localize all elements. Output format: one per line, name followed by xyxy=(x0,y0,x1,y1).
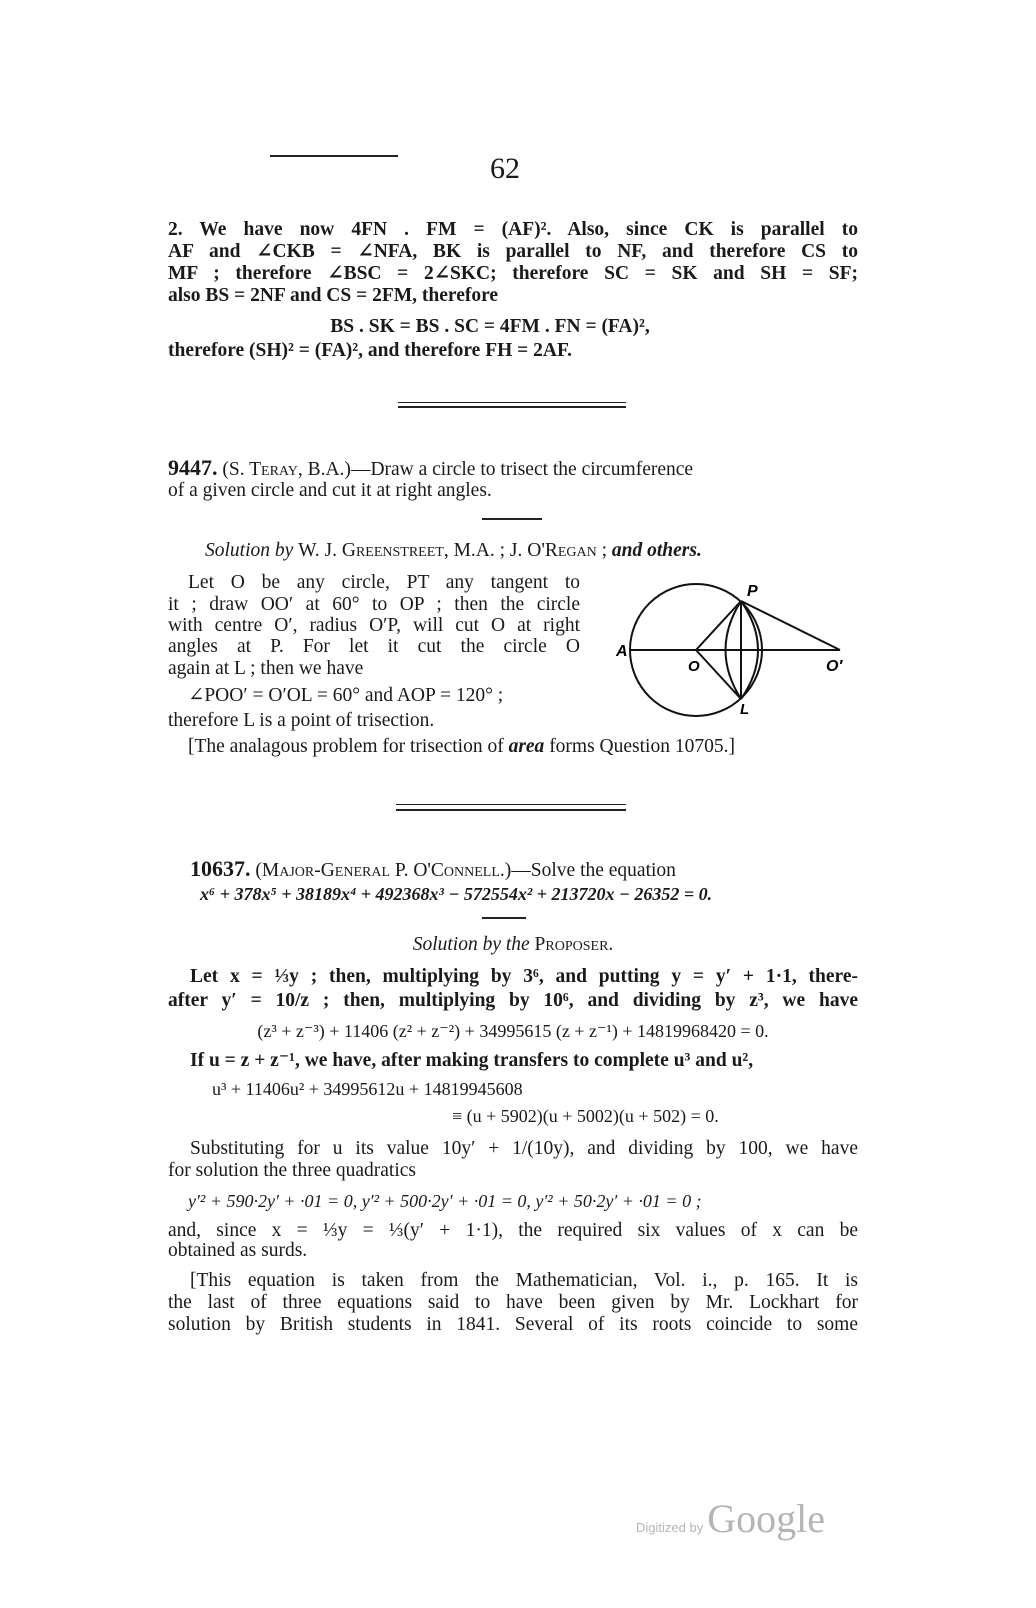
text-line: after y′ = 10/z ; then, multiplying by 10⁶, and dividing by z³, we have xyxy=(168,990,858,1011)
solution-prefix: Solution by xyxy=(205,540,294,561)
text-line: AF and ∠CKB = ∠NFA, BK is parallel to NF, and therefore CS to xyxy=(168,241,858,262)
editor-note-line: solution by British students in 1841. Several of its roots coincide to some xyxy=(168,1314,858,1335)
text-line: also BS = 2NF and CS = 2FM, therefore xyxy=(168,285,499,306)
text-line: MF ; therefore ∠BSC = 2∠SKC; therefore SC = SK and SH = SF; xyxy=(168,263,858,284)
question-equation: x⁶ + 378x⁵ + 38189x⁴ + 492368x³ − 572554x² + 213720x − 26352 = 0. xyxy=(200,884,713,904)
question-number: 10637. xyxy=(190,856,251,881)
question-author: (Major-General P. O'Connell.) xyxy=(255,860,512,881)
question-text-line: of a given circle and cut it at right angles. xyxy=(168,480,492,501)
text-line: again at L ; then we have xyxy=(168,658,364,679)
short-rule xyxy=(482,518,542,520)
short-rule xyxy=(482,917,526,919)
solution-credit xyxy=(205,540,895,562)
note-italic: area xyxy=(508,736,545,757)
display-equation: y′² + 590·2y′ + ·01 = 0, y′² + 500·2y′ + ·01 = 0, y′² + 50·2y′ + ·01 = 0 ; xyxy=(188,1191,702,1211)
text-line: it ; draw OO′ at 60° to OP ; then the circle xyxy=(168,594,580,615)
text-line: Let x = ⅓y ; then, multiplying by 3⁶, and putting y = y′ + 1·1, there- xyxy=(190,966,858,987)
text-line: 2. We have now 4FN . FM = (AF)². Also, since CK is parallel to xyxy=(168,219,858,240)
label-o-prime: O′ xyxy=(826,658,843,675)
question-header xyxy=(190,858,880,882)
text-line: angles at P. For let it cut the circle O xyxy=(168,636,580,657)
solution-suffix: and others. xyxy=(611,540,702,561)
text-line: and, since x = ⅓y = ⅓(y′ + 1·1), the required six values of x can be xyxy=(168,1220,858,1241)
page-number: 62 xyxy=(490,152,520,185)
text-line: obtained as surds. xyxy=(168,1240,308,1261)
display-equation: u³ + 11406u² + 34995612u + 14819945608 xyxy=(212,1079,523,1099)
label-l: L xyxy=(740,701,750,718)
text-line: If u = z + z⁻¹, we have, after making transfers to complete u³ and u², xyxy=(190,1050,754,1071)
solvers: W. J. Greenstreet, M.A. ; J. O'Regan ; xyxy=(298,540,608,561)
question-text: —Solve the equation xyxy=(511,860,676,881)
text-line: Substituting for u its value 10y′ + 1/(10y), and dividing by 100, we have xyxy=(190,1138,858,1159)
line-p-oprime xyxy=(741,601,840,650)
section-divider xyxy=(396,804,626,805)
google-logo: Google xyxy=(707,1496,825,1541)
line-o-l xyxy=(696,650,741,699)
section-divider xyxy=(398,406,626,408)
text-line: for solution the three quadratics xyxy=(168,1160,417,1181)
solver: Proposer. xyxy=(534,934,614,955)
question-author: (S. Teray, B.A.) xyxy=(222,459,351,480)
solution-credit xyxy=(168,934,858,956)
google-watermark xyxy=(636,1495,825,1542)
solution-prefix: Solution by the xyxy=(412,934,530,955)
note-text: [The analagous problem for trisection of xyxy=(188,736,509,757)
text-line: with centre O′, radius O′P, will cut O at right xyxy=(168,615,580,636)
display-equation: ≡ (u + 5902)(u + 5002)(u + 502) = 0. xyxy=(452,1106,719,1126)
label-o: O xyxy=(688,658,700,675)
watermark-prefix: Digitized by xyxy=(636,1520,704,1535)
question-header xyxy=(168,457,858,481)
text-line: ∠POO′ = O′OL = 60° and AOP = 120° ; xyxy=(188,685,504,706)
display-equation: BS . SK = BS . SC = 4FM . FN = (FA)², xyxy=(330,316,650,337)
editor-note-line: [This equation is taken from the Mathematician, Vol. i., p. 165. It is xyxy=(190,1270,858,1291)
note-text: forms Question 10705.] xyxy=(544,736,735,757)
question-text: —Draw a circle to trisect the circumference xyxy=(350,459,694,480)
line-o-p xyxy=(696,601,741,650)
section-divider xyxy=(398,402,626,403)
label-p: P xyxy=(747,583,758,600)
section-divider xyxy=(396,809,626,811)
trisection-diagram xyxy=(610,578,870,728)
display-equation: (z³ + z⁻³) + 11406 (z² + z⁻²) + 34995615 (z + z⁻¹) + 14819968420 = 0. xyxy=(257,1021,769,1041)
question-number: 9447. xyxy=(168,455,218,480)
header-rule xyxy=(270,155,398,157)
text-line: Let O be any circle, PT any tangent to xyxy=(188,572,580,593)
editor-note-line: the last of three equations said to have been given by Mr. Lockhart for xyxy=(168,1292,858,1313)
editor-note xyxy=(188,736,878,758)
text-line: therefore L is a point of trisection. xyxy=(168,710,435,731)
label-a: A xyxy=(616,643,628,660)
text-line: therefore (SH)² = (FA)², and therefore FH = 2AF. xyxy=(168,340,572,361)
